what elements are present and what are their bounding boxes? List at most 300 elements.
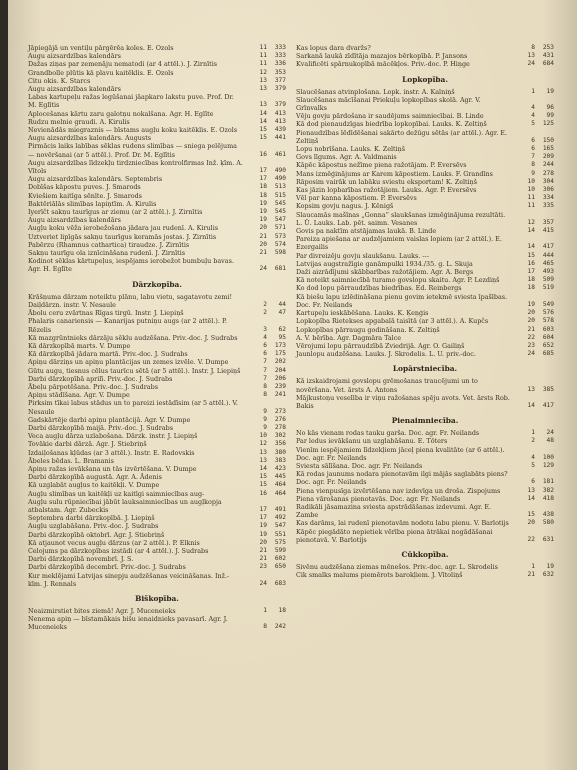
issue-number: 15 <box>527 511 535 519</box>
page-number: 415 <box>542 227 554 235</box>
page-number: 576 <box>542 309 554 317</box>
entry-numbers <box>514 260 554 268</box>
page-number: 464 <box>274 489 286 497</box>
index-entry <box>28 465 286 473</box>
index-entry <box>28 249 286 257</box>
entry-title: Kviešiem kaitīga sēnīte. J. Smarods <box>28 191 142 200</box>
entry-title: Krāšņuma dārzam noteiktu plānu, labu vietu, sagatavotu zemi! Daiļdārzn. instr. V. Nesaule <box>28 292 233 309</box>
index-entry <box>296 186 554 194</box>
issue-number: 15 <box>527 251 535 259</box>
entry-numbers <box>246 391 286 399</box>
index-entry <box>28 399 286 415</box>
entry-numbers <box>246 623 286 631</box>
entry-numbers <box>246 408 286 416</box>
page-number: 490 <box>274 175 286 183</box>
page-number: 603 <box>542 325 554 333</box>
entry-numbers <box>514 44 554 52</box>
index-entry <box>28 293 286 309</box>
issue-number: 17 <box>259 505 267 513</box>
entry-title: Ābolu ceru zvārtnas Rīgas tirgū. Instr. J. Liepiņš <box>28 309 184 318</box>
entry-numbers <box>514 454 554 462</box>
page-number: 125 <box>542 120 554 128</box>
entry-title: Iyerīčt sakņu taurīgus ar ziemu (ar 2 attēl.). J. Zirnītis <box>28 208 203 217</box>
page-number: 95 <box>278 333 286 341</box>
entry-title: Sivēnu audzēšana ziemas mēnešos. Priv.-doc. agr. L. Skrodelis <box>296 562 498 571</box>
issue-number: 8 <box>263 382 267 390</box>
issue-number: 21 <box>259 249 267 257</box>
issue-number: 19 <box>259 199 267 207</box>
issue-number: 17 <box>259 175 267 183</box>
issue-number: 11 <box>259 44 267 51</box>
entry-numbers <box>246 440 286 448</box>
page-number: 441 <box>274 134 286 142</box>
entry-numbers <box>246 358 286 366</box>
entry-numbers <box>246 473 286 481</box>
page-number: 519 <box>542 284 554 292</box>
page-number: 551 <box>274 530 286 538</box>
index-entry <box>28 183 286 191</box>
issue-number: 6 <box>263 350 267 358</box>
index-entry <box>28 44 286 52</box>
issue-number: 16 <box>259 489 267 497</box>
entry-numbers <box>514 202 554 210</box>
entry-title: Ko dod lopu pārraudzības biedrības. Ed. Reinbergs <box>296 284 462 293</box>
issue-number: 19 <box>259 208 267 216</box>
index-entry <box>28 555 286 563</box>
entry-title: Kā izskaidrojami govslopu grēmošanas traucējumi un to novēršana. Vet. ārsts A. Antons <box>296 377 478 394</box>
index-entry <box>28 77 286 85</box>
entry-numbers <box>246 465 286 473</box>
index-entry <box>28 481 286 489</box>
index-entry <box>296 394 554 410</box>
entry-numbers <box>514 519 554 527</box>
entry-numbers <box>514 145 554 153</box>
entry-numbers <box>246 539 286 547</box>
index-entry <box>296 437 554 445</box>
entry-numbers <box>246 490 286 498</box>
entry-title: Vēju govju pārdošana ir saudējums saimniecībai. B. Linde <box>296 112 484 121</box>
issue-number: 22 <box>527 333 535 341</box>
entry-numbers <box>514 161 554 169</box>
page-number: 333 <box>274 52 286 60</box>
index-entry <box>296 377 554 393</box>
page-number: 602 <box>274 555 286 563</box>
page-number: 650 <box>274 563 286 571</box>
index-entry <box>296 211 554 227</box>
issue-number: 12 <box>259 68 267 76</box>
entry-title: Mans izmēģinājums ar Karem kāpostiem. Lauks. F. Grandīns <box>296 169 493 178</box>
page-number: 493 <box>542 268 554 276</box>
issue-number: 7 <box>263 366 267 374</box>
entry-numbers <box>514 268 554 276</box>
entry-numbers <box>246 416 286 424</box>
issue-number: 12 <box>259 440 267 448</box>
page-number: 99 <box>546 112 554 120</box>
index-entry <box>296 120 554 128</box>
page-number: 465 <box>542 259 554 267</box>
page-number: 684 <box>542 60 554 68</box>
index-entry <box>28 416 286 424</box>
page-number: 578 <box>542 317 554 325</box>
page-number: 515 <box>274 191 286 199</box>
issue-number: 5 <box>531 120 535 128</box>
issue-number: 18 <box>527 284 535 292</box>
page-number: 417 <box>542 401 554 409</box>
entry-numbers <box>246 208 286 216</box>
issue-number: 20 <box>527 309 535 317</box>
entry-title: Citu okis. K. Starcs <box>28 76 91 85</box>
issue-number: 2 <box>263 309 267 317</box>
entry-title: Neaizmirstiet bites ziemā! Agr. J. Muceneieks <box>28 607 176 615</box>
entry-numbers <box>246 334 286 342</box>
index-entry <box>296 495 554 503</box>
darzkopiba-list <box>28 293 286 588</box>
page-number: 173 <box>274 341 286 349</box>
page-number: 334 <box>542 194 554 202</box>
entry-numbers <box>246 506 286 514</box>
page-number: 353 <box>274 68 286 76</box>
page-number: 181 <box>542 478 554 486</box>
page-number: 47 <box>278 309 286 317</box>
index-entry <box>28 358 286 366</box>
entry-title: Kā biešu lapu izlēdināšana pienu govim ietekmē sviesta īpašības. Doc. Fr. Neilands <box>296 292 508 309</box>
page-number: 604 <box>542 333 554 341</box>
index-entry <box>28 563 286 571</box>
issue-number: 21 <box>527 571 535 579</box>
page-number: 253 <box>542 44 554 51</box>
entry-numbers <box>246 52 286 60</box>
page-number: 652 <box>542 341 554 349</box>
index-entry <box>28 334 286 342</box>
entry-title: Apiņu stādīšana. Agr. V. Dumpe <box>28 391 130 400</box>
issue-number: 10 <box>527 177 535 185</box>
index-entry <box>296 145 554 153</box>
page-number: 206 <box>274 374 286 382</box>
entry-title: Kvalificēti spārnukopībā mācēkļos. Priv.-doc. P. Hiņge <box>296 60 470 69</box>
index-entry <box>28 490 286 498</box>
entry-numbers <box>514 326 554 334</box>
entry-numbers <box>246 44 286 52</box>
left-top-list <box>28 44 286 274</box>
issue-number: 19 <box>259 216 267 224</box>
entry-numbers <box>514 137 554 145</box>
entry-numbers <box>514 194 554 202</box>
entry-title: Kopsim govju nagus. J. Kēnigš <box>296 202 394 211</box>
entry-title: A. V. bērība. Agr. Dagmāra Talce <box>296 333 402 342</box>
index-entry <box>296 342 554 350</box>
page-number: 150 <box>542 136 554 144</box>
page-number: 545 <box>274 208 286 216</box>
issue-number: 16 <box>527 259 535 267</box>
entry-title: Kāpēc kāpostus nežīme piena ražotājam. P. Eversēvs <box>296 161 467 170</box>
entry-numbers <box>514 178 554 186</box>
entry-numbers <box>514 437 554 445</box>
entry-title: Nevienādās miegraznis — bīstams augļu koku kaitēklis. E. Ozols <box>28 126 238 135</box>
index-entry <box>28 110 286 118</box>
entry-numbers <box>514 334 554 342</box>
entry-numbers <box>246 101 286 109</box>
entry-title: Augu aizsardzības kalendārs. Septembris <box>28 175 163 184</box>
entry-title: Kas lopus dara dvaržs? <box>296 44 371 52</box>
entry-numbers <box>514 284 554 292</box>
page-number: 444 <box>542 251 554 259</box>
entry-numbers <box>246 457 286 465</box>
entry-title: Ābeles bēdas. L. Bramanis <box>28 456 114 465</box>
issue-number: 1 <box>263 607 267 614</box>
entry-title: Kā uzglabāt augļus to kaitēkļi. V. Dumpe <box>28 481 160 490</box>
page-number: 413 <box>274 117 286 125</box>
page-number: 492 <box>274 514 286 522</box>
section-heading-darzkopiba: Dārzkopība. <box>132 279 182 289</box>
index-entry <box>296 252 554 260</box>
index-entry <box>296 350 554 358</box>
entry-numbers <box>514 317 554 325</box>
index-entry <box>296 563 554 571</box>
page-number: 464 <box>274 481 286 489</box>
entry-title: Augļu sulu rūpniecībai jābūt lauksaimniecības un augļkopja atbalstam. Agr. Zubeckis <box>28 497 222 514</box>
index-entry <box>296 235 554 251</box>
entry-title: Govs līgums. Agr. A. Valdmanis <box>296 153 397 162</box>
entry-numbers <box>246 110 286 118</box>
index-entry <box>28 350 286 358</box>
page-number: 681 <box>274 265 286 273</box>
issue-number: 14 <box>259 109 267 117</box>
entry-numbers <box>246 167 286 175</box>
page-number: 574 <box>274 240 286 248</box>
page-number: 44 <box>278 300 286 308</box>
entry-numbers <box>514 301 554 309</box>
entry-numbers <box>246 522 286 530</box>
entry-numbers <box>246 547 286 555</box>
issue-number: 19 <box>259 530 267 538</box>
pienaimnieciba-list <box>296 429 554 544</box>
page-number: 423 <box>274 464 286 472</box>
page-number: 242 <box>274 623 286 631</box>
entry-numbers <box>514 276 554 284</box>
issue-number: 17 <box>527 268 535 276</box>
index-entry <box>296 317 554 325</box>
issue-number: 19 <box>259 522 267 530</box>
issue-number: 14 <box>527 243 535 251</box>
issue-number: 9 <box>263 415 267 423</box>
issue-number: 13 <box>259 448 267 456</box>
index-entry <box>28 522 286 530</box>
entry-title: Cik smalks malums piemērots barokļiem. J. Vītoliņš <box>296 571 463 580</box>
section-heading-biskopiba: Biškopība. <box>135 594 179 603</box>
entry-numbers <box>514 478 554 486</box>
issue-number: 20 <box>259 224 267 232</box>
index-entry <box>28 257 286 273</box>
entry-title: Aplocešanas kārtu zaru galotņu nokalšana. Agr. H. Eglīte <box>28 109 214 118</box>
entry-title: Labas kartupeļu ražas legūšanai jāapkaro lakstu puve. Prof. Dr. M. Eglītis <box>28 93 234 110</box>
index-entry <box>28 367 286 375</box>
page-number: 547 <box>274 216 286 224</box>
page-number: 631 <box>542 535 554 543</box>
entry-numbers <box>514 571 554 579</box>
entry-numbers <box>246 265 286 273</box>
issue-number: 15 <box>259 134 267 142</box>
entry-title: Lopkopības pārraugu godināšana. K. Zeltiņš <box>296 325 440 334</box>
issue-number: 6 <box>531 136 535 144</box>
entry-title: Kas jāzin lopbarības ražotājiem. Lauks. Agr. P. Eversēvs <box>296 186 477 195</box>
page-number: 19 <box>546 562 554 570</box>
page-number: 573 <box>274 232 286 240</box>
entry-numbers <box>514 402 554 410</box>
lopkopiba-list <box>296 88 554 359</box>
index-entry <box>296 44 554 52</box>
issue-number: 9 <box>531 169 535 177</box>
page-number: 244 <box>542 161 554 169</box>
page-number: 549 <box>542 300 554 308</box>
issue-number: 21 <box>259 546 267 554</box>
page-number: 302 <box>274 432 286 440</box>
entry-title: Celojums pa dārzkopības izstādi (ar 4 attēl.). J. Sudrabs <box>28 546 209 555</box>
page-number: 239 <box>274 382 286 390</box>
page-number: 335 <box>542 202 554 210</box>
entry-title: Radikāli jāsamazina sviesta apstrādāšanas izdevumi. Agr. E. Zambe <box>296 502 492 520</box>
page-number: 413 <box>274 109 286 117</box>
page-number: 18 <box>278 607 286 614</box>
page-number: 685 <box>542 350 554 358</box>
issue-number: 9 <box>263 407 267 415</box>
issue-number: 20 <box>259 240 267 248</box>
entry-title: Par ledus ievākšanu un uzglabāšanu. E. Tōters <box>296 437 448 446</box>
index-entry <box>296 309 554 317</box>
index-entry <box>28 424 286 432</box>
page-number: 379 <box>274 101 286 109</box>
issue-number: 15 <box>259 126 267 134</box>
issue-number: 24 <box>259 265 267 273</box>
issue-number: 7 <box>263 358 267 366</box>
entry-title: Grandbolle plūtis kā plavu kaitēklis. E. Ozols <box>28 68 174 77</box>
issue-number: 15 <box>259 481 267 489</box>
issue-number: 14 <box>527 494 535 502</box>
entry-numbers <box>246 249 286 257</box>
index-entry <box>296 129 554 145</box>
entry-title: Vēl par kanna kāpostiem. P. Eversēvs <box>296 194 417 203</box>
issue-number: 2 <box>531 437 535 445</box>
book-page <box>8 0 577 770</box>
issue-number: 12 <box>527 218 535 226</box>
issue-number: 17 <box>259 167 267 175</box>
index-entry <box>28 118 286 126</box>
entry-title: Latvijas augstražīgie ganāmpulki 1934./35. g. L. Skuja <box>296 259 473 268</box>
entry-title: Augu aizsardzības kalendārs <box>28 52 121 61</box>
entry-title: Darbi dārzkopībā maijā. Priv.-doc. J. Sudrabs <box>28 423 174 432</box>
issue-number: 18 <box>527 276 535 284</box>
index-entry <box>28 457 286 465</box>
page-number: 19 <box>546 87 554 95</box>
biskopiba-list <box>28 607 286 632</box>
entry-numbers <box>246 224 286 232</box>
issue-number: 6 <box>263 341 267 349</box>
issue-number: 7 <box>531 153 535 161</box>
entry-numbers <box>514 186 554 194</box>
page-number: 306 <box>542 186 554 194</box>
index-entry <box>28 547 286 555</box>
entry-title: Augu aizsardzības kalendārs. Augusts <box>28 134 152 143</box>
entry-title: Kā noteikt saimniecībā turamo govslopu skaitu. Agr. P. Lezdiņš <box>296 276 500 285</box>
entry-title: Tovākie darbi dārzā. Agr. J. Stiebriņš <box>28 440 147 449</box>
index-entry <box>296 284 554 292</box>
entry-numbers <box>514 52 554 60</box>
page-number: 278 <box>542 169 554 177</box>
section-heading-cukkopiba: Cūkkopība. <box>401 549 449 559</box>
issue-number: 8 <box>263 391 267 399</box>
index-entry <box>296 276 554 284</box>
entry-numbers <box>246 563 286 571</box>
entry-title: Kur meklējami Latvijas sinepju audzēšanas veicināšanas. Inž.-kīm. J. Rennals <box>28 571 230 588</box>
page-number: 336 <box>274 60 286 68</box>
right-column <box>296 44 554 579</box>
entry-numbers <box>246 85 286 93</box>
page-number: 100 <box>542 453 554 461</box>
index-entry <box>28 134 286 142</box>
entry-numbers <box>246 69 286 77</box>
entry-title: Uztveriet lipīgās sakņu taurīgus keramās jostas. J. Zirnītis <box>28 232 217 241</box>
entry-title: Pareiza apiešana ar audzējamiem vaislas lopiem (ar 2 attēl.). E. Ezergailis <box>296 235 502 252</box>
index-entry <box>296 462 554 470</box>
issue-number: 8 <box>263 623 267 631</box>
page-number: 417 <box>542 243 554 251</box>
entry-title: Kartupeļu ieskābēšana. Lauks. K. Ķeņģis <box>296 309 429 318</box>
entry-title: Augu aizsardzības kalendārs <box>28 85 121 94</box>
page-number: 356 <box>274 440 286 448</box>
entry-title: Apiņu ražas ievākšana un tās izvērtēšana. V. Dumpe <box>28 464 197 473</box>
issue-number: 10 <box>527 186 535 194</box>
issue-number: 1 <box>531 87 535 95</box>
page-number: 276 <box>274 415 286 423</box>
entry-numbers <box>514 112 554 120</box>
entry-numbers <box>246 151 286 159</box>
index-entry <box>28 383 286 391</box>
index-entry <box>28 539 286 547</box>
page-number: 490 <box>274 167 286 175</box>
entry-title: Darbi dārzkopībā oktobrī. Agr. J. Stiebriņš <box>28 530 165 539</box>
index-entry <box>296 153 554 161</box>
index-entry <box>296 293 554 309</box>
index-entry <box>296 326 554 334</box>
issue-number: 13 <box>259 101 267 109</box>
issue-number: 2 <box>263 300 267 308</box>
index-entry <box>28 241 286 249</box>
page-number: 273 <box>274 407 286 415</box>
issue-number: 20 <box>527 317 535 325</box>
issue-number: 13 <box>259 456 267 464</box>
issue-number: 4 <box>263 333 267 341</box>
loparstnieciba-list <box>296 377 554 410</box>
issue-number: 16 <box>259 150 267 158</box>
entry-title: Jaunlopu audzēšana. Lauks. J. Skrodelis. L. U. priv.-doc. <box>296 350 476 359</box>
entry-numbers <box>514 153 554 161</box>
issue-number: 22 <box>527 535 535 543</box>
issue-number: 14 <box>527 227 535 235</box>
issue-number: 21 <box>527 325 535 333</box>
entry-numbers <box>514 227 554 235</box>
issue-number: 18 <box>259 191 267 199</box>
issue-number: 11 <box>527 202 535 210</box>
index-entry <box>296 487 554 495</box>
section-heading-pienaimnieciba: Pienaimniecība. <box>391 416 459 426</box>
entry-numbers <box>246 555 286 563</box>
index-entry <box>28 69 286 77</box>
issue-number: 13 <box>259 85 267 93</box>
entry-title: Sviesta sālīšana. Doc. agr. Fr. Neilands <box>296 461 423 470</box>
entry-numbers <box>246 531 286 539</box>
page-number: 439 <box>274 126 286 134</box>
index-entry <box>296 571 554 579</box>
cukkopiba-list <box>296 563 554 579</box>
